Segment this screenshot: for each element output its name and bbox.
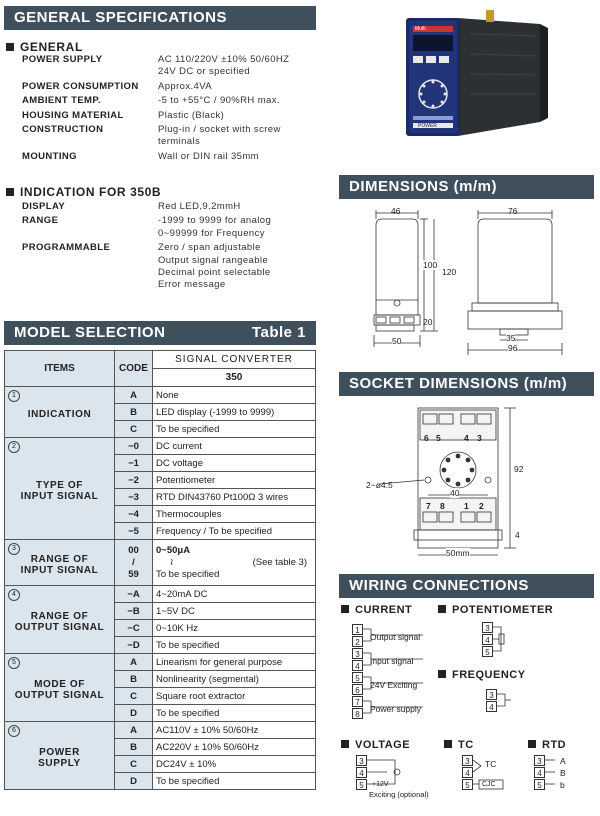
code-cell: −0 [115,438,153,455]
current-input-signal-label: Input signal [370,656,414,666]
dim-96: 96 [508,343,518,353]
item-cell [5,586,115,654]
voltage-heading: VOLTAGE [341,739,410,751]
description-cell: None [153,387,316,404]
code-cell: −5 [115,523,153,540]
voltage-exciting-label: Exciting (optional) [369,790,429,799]
item-number: 6 [8,725,20,737]
code-cell: C [115,756,153,773]
indication-spec-value: Red LED,9.2mmH [158,201,241,212]
description-cell: Nonlinearity (segmental) [153,671,316,688]
item-name: OUTPUT SIGNAL [14,689,105,701]
description-cell: LED display (-1999 to 9999) [153,404,316,421]
socket-terminal-5: 5 [436,433,441,443]
item-number: 1 [8,390,20,402]
code-cell: −3 [115,489,153,506]
socket-terminal-7: 7 [426,501,431,511]
code-cell: B [115,671,153,688]
indication-spec-value: Zero / span adjustable [158,242,261,254]
description-cell: DC current [153,438,316,455]
socket-dim-hole: 2−ø4.5 [366,480,393,490]
terminal-box: 4 [352,660,363,671]
socket-dimensions-title: SOCKET DIMENSIONS (m/m) [349,375,568,392]
indication-spec-label: PROGRAMMABLE [22,242,111,254]
description-cell: AC110V ± 10% 50/60Hz [153,722,316,739]
general-spec-value: Plug-in / socket with screw [158,124,281,135]
terminal-box: 4 [356,767,367,778]
socket-dimensions-header [339,372,594,396]
frequency-heading: FREQUENCY [438,669,526,681]
socket-terminal-4: 4 [464,433,469,443]
description-cell: 0~10K Hz [153,620,316,637]
terminal-box: 5 [462,779,473,790]
code-cell: C [115,421,153,438]
dim-35: 35 [506,333,516,343]
general-spec-label: POWER CONSUMPTION [22,80,139,92]
item-name: INDICATION [27,408,92,420]
general-spec-value: AC 110/220V ±10% 50/60HZ [158,54,290,65]
terminal-box: 6 [352,684,363,695]
description-cell: Thermocouples [153,506,316,523]
indication-spec-label: RANGE [22,215,59,227]
terminal-box: 5 [534,779,545,790]
code-header: CODE [115,351,153,387]
indication-spec-value: Decimal point selectable [158,266,271,278]
terminal-box: 2 [352,636,363,647]
rtd-a-label: A [560,756,566,766]
wiring-connections-header [339,574,594,598]
socket-dim-4: 4 [515,530,520,540]
description-cell: To be specified [153,637,316,654]
items-header: ITEMS [5,351,115,387]
indication-spec-value: 0~99999 for Frequency [158,227,265,239]
general-spec-label: POWER SUPPLY [22,54,103,65]
voltage-12v-label: +12V [372,781,389,788]
range-code: 59 [128,568,139,580]
indication-spec-value: Error message [158,279,226,291]
terminal-box: 4 [534,767,545,778]
dimensions-title: DIMENSIONS (m/m) [349,178,498,195]
general-spec-value: terminals [158,136,201,148]
range-code: 00 [128,544,139,556]
general-spec-list [0,54,320,174]
item-cell [5,722,115,790]
description-cell: 4~20mA DC [153,586,316,603]
description-cell: Linearism for general purpose [153,654,316,671]
table-row [5,438,316,455]
terminal-box: 7 [352,696,363,707]
rtd-heading: RTD [528,739,566,751]
socket-dim-92: 92 [514,464,524,474]
range-description: To be specified [156,568,220,580]
description-cell: DC24V ± 10% [153,756,316,773]
table-row [5,722,316,739]
code-cell: −2 [115,472,153,489]
rtd-b-label: B [560,768,566,778]
item-name: POWER [39,746,80,758]
terminal-box: 3 [356,755,367,766]
device-panel-label: POWER [418,123,437,129]
description-cell [153,540,316,586]
item-number: 3 [8,543,20,555]
model-selection-table-wrap [4,350,316,790]
general-specifications-title: GENERAL SPECIFICATIONS [14,9,227,26]
code-cell: A [115,387,153,404]
tc-heading: TC [444,739,474,751]
table-label: Table 1 [251,324,306,341]
item-cell [5,654,115,722]
range-note: (See table 3) [252,557,307,568]
tc-label: TC [485,759,497,769]
model-selection-table [4,350,316,790]
current-exciting-label: 24V Exciting [370,680,418,690]
range-code: / [132,556,135,568]
general-spec-value: 24V DC or specified [158,66,251,78]
terminal-box: 3 [352,648,363,659]
code-cell: B [115,404,153,421]
code-cell: A [115,722,153,739]
description-cell: To be specified [153,421,316,438]
item-name: OUTPUT SIGNAL [14,621,105,633]
code-cell: −1 [115,455,153,472]
description-cell: Potentiometer [153,472,316,489]
terminal-box: 4 [486,701,497,712]
model-selection-title: MODEL SELECTION [14,324,166,341]
code-cell: −C [115,620,153,637]
terminal-box: 4 [462,767,473,778]
item-number: 5 [8,657,20,669]
item-cell [5,540,115,586]
code-cell: −4 [115,506,153,523]
socket-dim-40: 40 [450,488,460,498]
current-power-supply-label: Power supply [370,704,422,714]
potentiometer-heading: POTENTIOMETER [438,604,553,616]
current-output-signal-label: Output signal [370,632,421,642]
socket-dim-50mm: 50mm [446,548,470,558]
general-spec-label: AMBIENT TEMP. [22,95,101,107]
dim-100: 100 [423,260,438,270]
dimensions-drawing [360,205,590,360]
socket-terminal-8: 8 [440,501,445,511]
indication-spec-label: DISPLAY [22,201,66,212]
model-number: 350 [153,369,316,387]
item-cell [5,438,115,540]
dimensions-header [339,175,594,199]
terminal-box: 3 [462,755,473,766]
code-cell: A [115,654,153,671]
description-cell: Square root extractor [153,688,316,705]
dim-20: 20 [423,317,433,327]
terminal-box: 4 [482,634,493,645]
general-spec-label: HOUSING MATERIAL [22,109,124,121]
terminal-box: 5 [352,672,363,683]
code-cell: −D [115,637,153,654]
general-spec-value: Plastic (Black) [158,109,225,121]
item-name: RANGE OF [30,610,89,622]
item-name: RANGE OF [30,553,89,565]
wiring-connections-title: WIRING CONNECTIONS [349,577,529,594]
table-row [5,387,316,404]
description-cell: RTD DIN43760 Pt100Ω 3 wires [153,489,316,506]
general-spec-label: CONSTRUCTION [22,124,104,135]
current-heading: CURRENT [341,604,412,616]
terminal-box: 5 [356,779,367,790]
indication-heading: INDICATION FOR 350B [6,185,161,199]
description-cell: To be specified [153,773,316,790]
code-cell: D [115,773,153,790]
description-cell: AC220V ± 10% 50/60Hz [153,739,316,756]
socket-drawing [360,400,590,565]
general-spec-value: Wall or DIN rail 35mm [158,150,259,162]
socket-terminal-6: 6 [424,433,429,443]
table-row [5,654,316,671]
description-cell: DC voltage [153,455,316,472]
item-cell [5,387,115,438]
range-description: 0~50μA [156,544,191,556]
range-description: ≀ [170,556,174,568]
terminal-box: 8 [352,708,363,719]
general-heading: GENERAL [6,40,83,54]
indication-spec-value: -1999 to 9999 for analog [158,215,272,227]
socket-terminal-2: 2 [479,501,484,511]
rtd-b-small-label: b [560,780,565,790]
table-row [5,540,316,586]
general-spec-value: Approx.4VA [158,80,212,92]
signal-converter-header: SIGNAL CONVERTER [153,351,316,369]
item-name: SUPPLY [38,757,81,769]
terminal-box: 1 [352,624,363,635]
device-brand: Multi [415,26,426,32]
item-name: INPUT SIGNAL [20,490,99,502]
code-cell [115,540,153,586]
terminal-box: 3 [534,755,545,766]
code-cell: B [115,739,153,756]
dim-120: 120 [442,267,457,277]
item-name: MODE OF [34,678,85,690]
cjc-label: CJC [482,781,496,788]
item-number: 2 [8,441,20,453]
item-number: 4 [8,589,20,601]
dim-46: 46 [391,206,401,216]
socket-terminal-3: 3 [477,433,482,443]
description-cell: To be specified [153,705,316,722]
general-spec-value: -5 to +55°C / 90%RH max. [158,95,280,107]
general-spec-label: MOUNTING [22,150,77,162]
description-cell: Frequency / To be specified [153,523,316,540]
dim-50: 50 [392,336,402,346]
dim-76: 76 [508,206,518,216]
code-cell: −A [115,586,153,603]
description-cell: 1~5V DC [153,603,316,620]
model-selection-header [4,321,316,345]
indication-spec-list [0,201,320,301]
terminal-box: 3 [486,689,497,700]
terminal-box: 5 [482,646,493,657]
general-specifications-header [4,6,316,30]
code-cell: −B [115,603,153,620]
item-name: TYPE OF [36,479,83,491]
device-photo [400,4,560,142]
indication-spec-value: Output signal rangeable [158,254,269,266]
terminal-box: 3 [482,622,493,633]
code-cell: D [115,705,153,722]
table-row [5,586,316,603]
code-cell: C [115,688,153,705]
socket-terminal-1: 1 [464,501,469,511]
item-name: INPUT SIGNAL [20,564,99,576]
